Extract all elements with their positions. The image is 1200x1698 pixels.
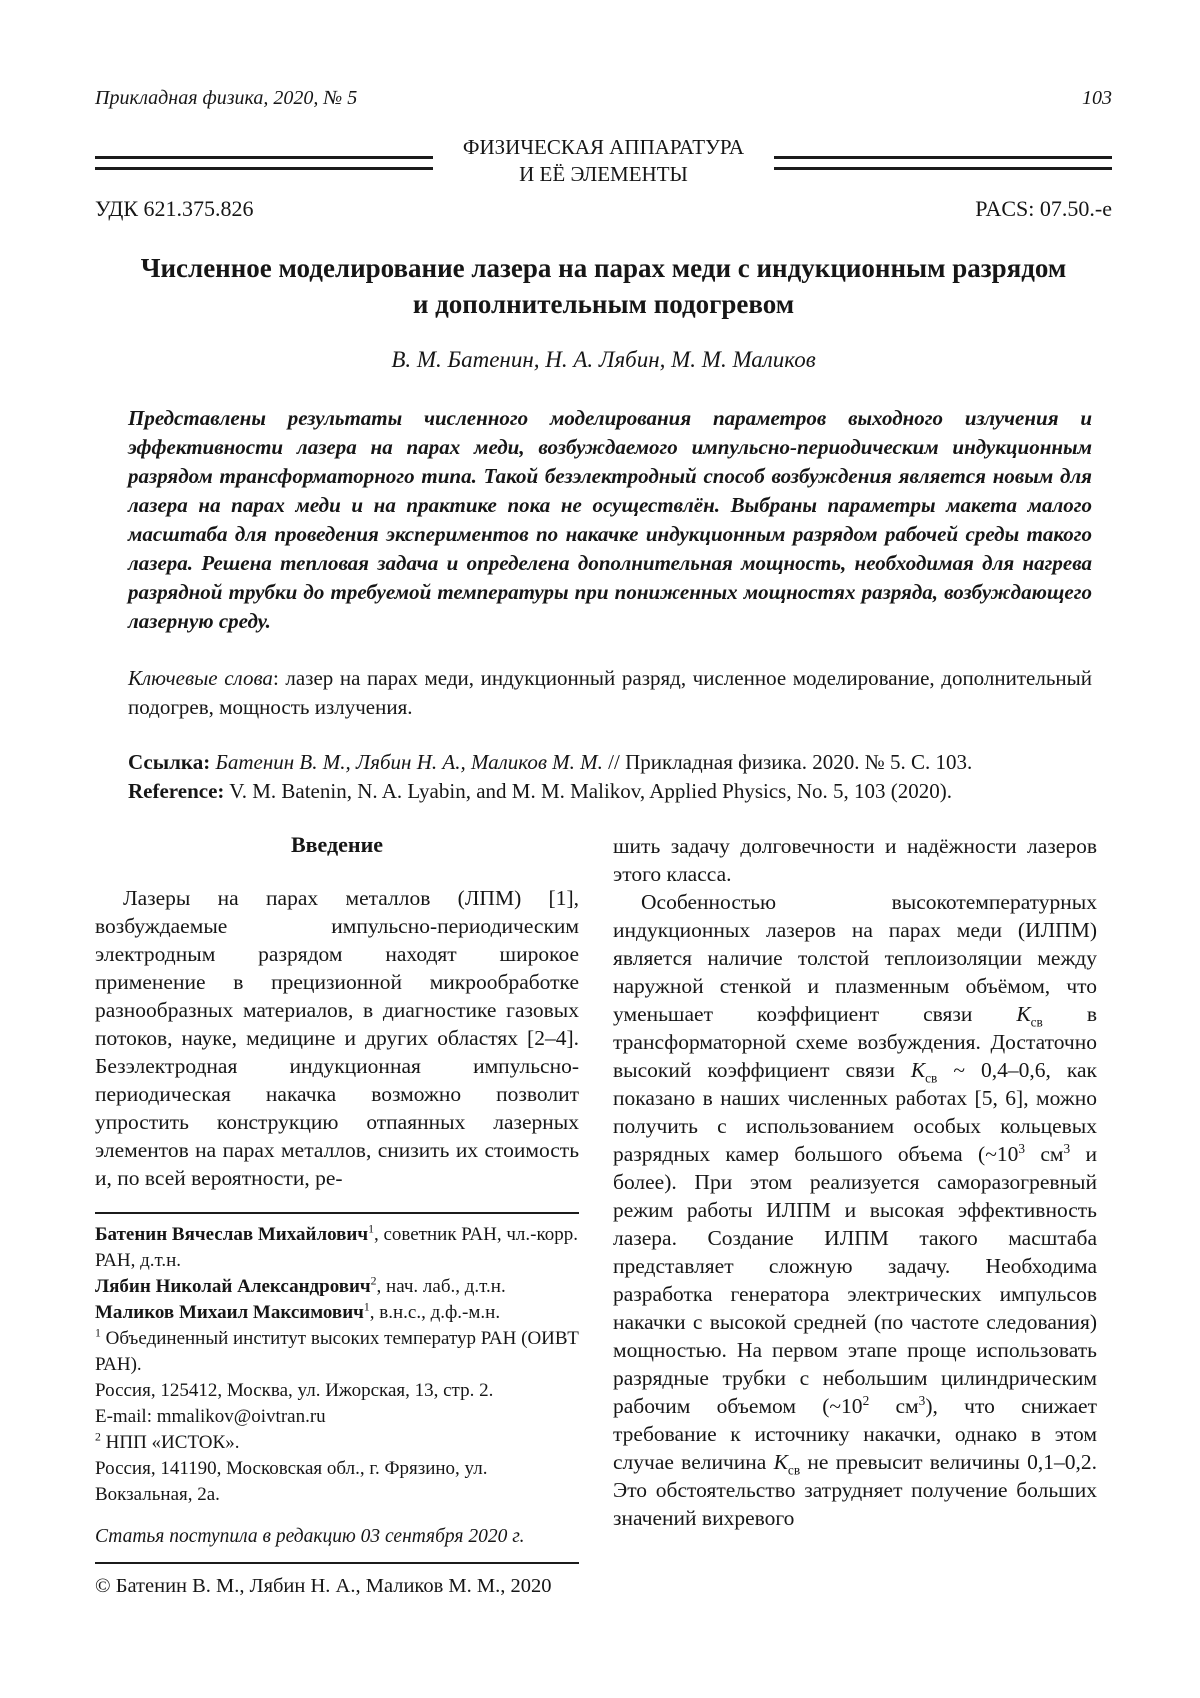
footnote-line: Лябин Николай Александрович$^2$, нач. лаб., д.т.н.: [95, 1274, 506, 1297]
rubric-title: [433, 134, 774, 188]
article-title-line1: Численное моделирование лазера на парах меди с индукционным разрядом: [140, 253, 1067, 283]
footnote-line: Россия, 141190, Московская обл., г. Фрязино, ул. Вокзальная, 2а.: [95, 1458, 488, 1505]
section-rubric: [95, 134, 1112, 188]
article-title-line2: и дополнительным подогревом: [412, 289, 795, 319]
rubric-title-line1: ФИЗИЧЕСКАЯ АППАРАТУРА: [462, 135, 745, 159]
citation-en: Reference: V. M. Batenin, N. A. Lyabin, and M. M. Malikov, Applied Physics, No. 5, 103 (2020).: [128, 779, 952, 803]
running-head: [95, 86, 1112, 110]
intro-paragraph-left: Лазеры на парах металлов (ЛПМ) [1], возбуждаемые импульсно-периодическим электродным разрядом находят широкое применение в прецизионной микрообработке разнообразных материалов, в диагностике газовых потоков, науке, медицине и других областях [2–4]. Безэлектродная индукционная импульсно-периодическая накачка возможно позволит упростить конструкцию отпаянных лазерных элементов на парах металлов, снизить их стоимость и, по всей вероятности, ре-: [95, 886, 579, 1190]
article-title: [95, 250, 1112, 322]
footnote-line: Батенин Вячеслав Михайлович$^1$, советник РАН, чл.-корр. РАН, д.т.н.: [95, 1222, 579, 1271]
journal-reference: Прикладная физика, 2020, № 5: [95, 87, 358, 109]
udk-code: УДК 621.375.826: [95, 196, 254, 221]
article-authors: В. М. Батенин, Н. А. Лябин, М. М. Маликов: [391, 347, 816, 372]
footnote-line: Маликов Михаил Максимович$^1$, в.н.с., д.ф.-м.н.: [95, 1300, 501, 1323]
footnote-email-line: E-mail: mmalikov@oivtran.ru: [95, 1406, 326, 1427]
column-right: [613, 832, 1097, 1599]
received-date: Статья поступила в редакцию 03 сентября 2020 г.: [95, 1526, 525, 1547]
intro-paragraph-right-1: шить задачу долговечности и надёжности лазеров этого класса.: [613, 834, 1097, 886]
introduction-heading: Введение: [290, 832, 384, 857]
classification-row: [95, 196, 1112, 222]
intro-paragraph-right-2: Особенностью высокотемпературных индукционных лазеров на парах меди (ИЛПМ) является наличие толстой теплоизоляции между наружной стенкой и плазменным объёмом, что уменьшает коэффициент связи $К_{св}$ в трансформаторной схеме возбуждения. Достаточно высокий коэффициент связи $К_{св}$ ~ 0,4–0,6, как показано в наших численных работах [5, 6], можно получить с использованием особых кольцевых разрядных камер большого объема ($\sim 10^3$ $см^3$ и более). При этом реализуется саморазогревный режим работы ИЛПМ и высокая эффективность лазера. Создание ИЛПМ такого масштаба представляет сложную задачу. Необходима разработка генератора электрических импульсов накачки с высокой средней (по частоте следования) мощностью. На первом этапе проще использовать разрядные трубки с небольшим цилиндрическим рабочим объемом ($\sim 10^2$ $см^3$), что снижает требование к источнику накачки, однако в этом случае величина $К_{св}$ не превысит величины 0,1–0,2. Это обстоятельство затрудняет получение больших значений вихревого: [613, 890, 1098, 1530]
two-column-body: [95, 832, 1112, 1599]
copyright-line: © Батенин В. М., Лябин Н. А., Маликов М. М., 2020: [95, 1575, 552, 1597]
rubric-rule-right: [774, 156, 1112, 170]
column-left: [95, 832, 579, 1599]
rubric-rule-left: [95, 156, 433, 170]
footnote-separator: [95, 1212, 579, 1214]
authors-footnote: [95, 1222, 579, 1508]
citation-block: [128, 748, 1112, 806]
footnote-line: $^2$ НПП «ИСТОК».: [95, 1430, 240, 1453]
article-keywords: Ключевые слова: лазер на парах меди, индукционный разряд, численное моделирование, дополнительный подогрев, мощность излучения.: [128, 666, 1092, 719]
rubric-title-line2: И ЕЁ ЭЛЕМЕНТЫ: [519, 162, 688, 186]
citation-ru: Ссылка: Батенин В. М., Лябин Н. А., Маликов М. М. // Прикладная физика. 2020. № 5. С. 103.: [128, 750, 973, 774]
copyright-separator: [95, 1562, 579, 1564]
footnote-line: Россия, 125412, Москва, ул. Ижорская, 13, стр. 2.: [95, 1380, 494, 1401]
page-number: 103: [1082, 87, 1112, 109]
pacs-code: PACS: 07.50.-e: [975, 196, 1112, 221]
article-abstract: Представлены результаты численного моделирования параметров выходного излучения и эффективности лазера на парах меди, возбуждаемого импульсно-периодическим индукционным разрядом трансформаторного типа. Такой безэлектродный способ возбуждения является новым для лазера на парах меди и на практике пока не осуществлён. Выбраны параметры макета малого масштаба для проведения экспериментов по накачке индукционным разрядом рабочей среды такого лазера. Решена тепловая задача и определена дополнительная мощность, необходимая для нагрева разрядной трубки до требуемой температуры при пониженных мощностях разряда, возбуждающего лазерную среду.: [128, 406, 1092, 633]
footnote-line: $^1$ Объединенный институт высоких температур РАН (ОИВТ РАН).: [95, 1326, 579, 1375]
